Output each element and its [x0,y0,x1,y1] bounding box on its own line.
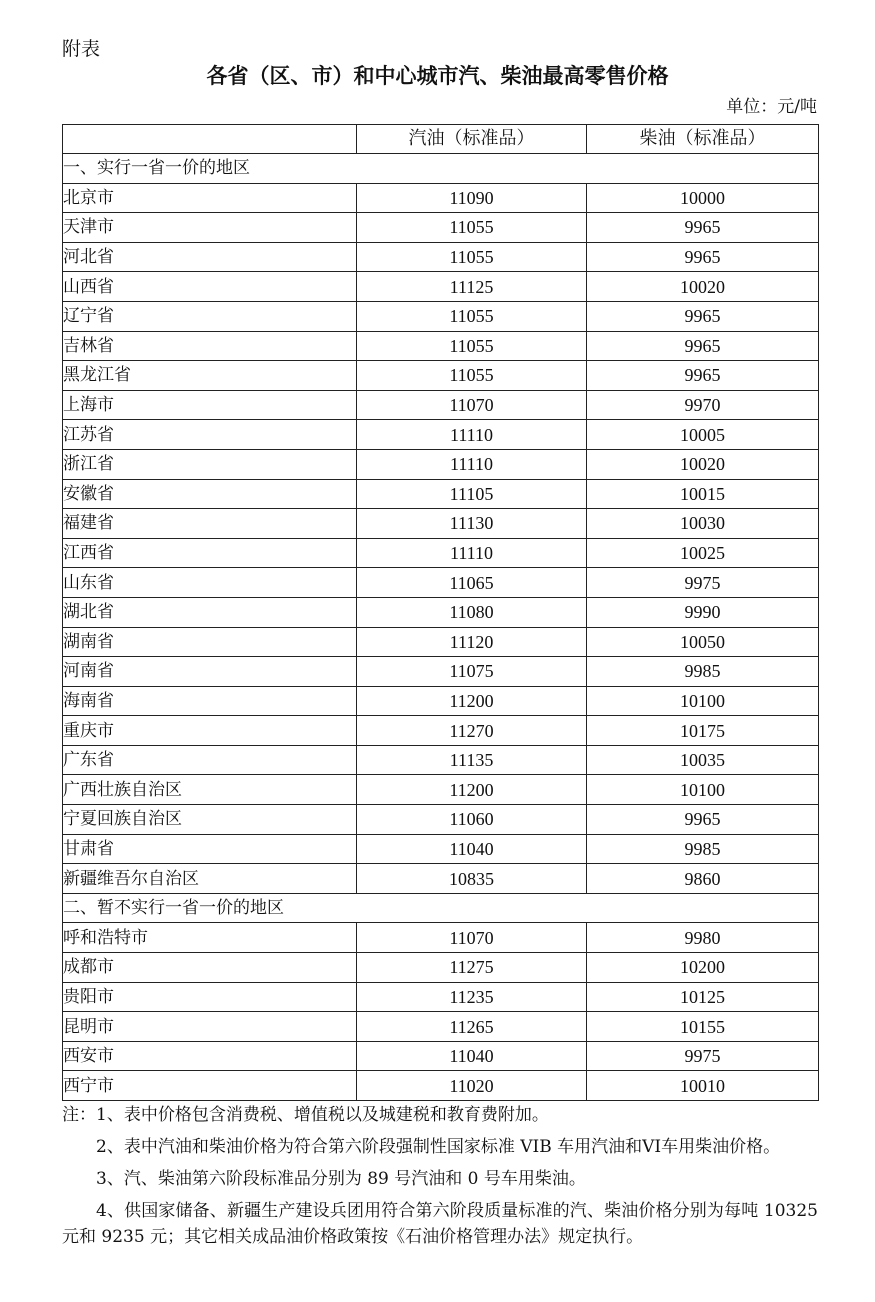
diesel-price-cell: 9965 [587,805,819,835]
table-row [63,449,819,479]
region-name-cell: 山西省 [63,272,357,302]
diesel-price-cell: 9965 [587,242,819,272]
diesel-price-cell: 10100 [587,775,819,805]
notes-section [62,1102,818,1256]
region-name-cell: 江西省 [63,538,357,568]
region-name-cell: 呼和浩特市 [63,923,357,953]
table-row [63,183,819,213]
diesel-price-cell: 10020 [587,449,819,479]
gasoline-price-cell: 11075 [357,657,587,687]
note-1: 注：1、表中价格包含消费税、增值税以及城建税和教育费附加。 [62,1105,549,1125]
table-row [63,982,819,1012]
gasoline-price-cell: 11275 [357,953,587,983]
gasoline-price-cell: 11105 [357,479,587,509]
diesel-price-cell: 10005 [587,420,819,450]
table-row [63,361,819,391]
region-name-cell: 黑龙江省 [63,361,357,391]
gasoline-price-cell: 11135 [357,745,587,775]
table-row [63,1071,819,1101]
region-name-cell: 山东省 [63,568,357,598]
region-name-cell: 江苏省 [63,420,357,450]
gasoline-price-cell: 11130 [357,509,587,539]
table-row [63,242,819,272]
region-name-cell: 甘肃省 [63,834,357,864]
gasoline-price-cell: 11120 [357,627,587,657]
region-name-cell: 成都市 [63,953,357,983]
diesel-price-cell: 10020 [587,272,819,302]
diesel-price-cell: 9975 [587,568,819,598]
diesel-price-cell: 9975 [587,1041,819,1071]
diesel-price-cell: 10030 [587,509,819,539]
gasoline-price-cell: 11270 [357,716,587,746]
table-row [63,538,819,568]
table-row [63,597,819,627]
header-diesel: 柴油（标准品） [587,125,819,154]
diesel-price-cell: 9965 [587,301,819,331]
region-name-cell: 海南省 [63,686,357,716]
diesel-price-cell: 9965 [587,213,819,243]
diesel-price-cell: 10200 [587,953,819,983]
gasoline-price-cell: 10835 [357,864,587,894]
table-row [63,331,819,361]
header-gasoline: 汽油（标准品） [357,125,587,154]
note-3: 3、汽、柴油第六阶段标准品分别为 89 号汽油和 0 号车用柴油。 [96,1169,586,1189]
note-2: 2、表中汽油和柴油价格为符合第六阶段强制性国家标准 VIB 车用汽油和VI车用柴油价格。 [96,1137,781,1157]
gasoline-price-cell: 11090 [357,183,587,213]
table-row [63,272,819,302]
region-name-cell: 北京市 [63,183,357,213]
diesel-price-cell: 9965 [587,361,819,391]
table-row [63,657,819,687]
table-header-row [63,125,819,154]
gasoline-price-cell: 11055 [357,331,587,361]
gasoline-price-cell: 11055 [357,301,587,331]
diesel-price-cell: 10010 [587,1071,819,1101]
gasoline-price-cell: 11065 [357,568,587,598]
section-header-row [63,893,819,923]
gasoline-price-cell: 11070 [357,390,587,420]
gasoline-price-cell: 11110 [357,449,587,479]
gasoline-price-cell: 11020 [357,1071,587,1101]
table-row [63,1012,819,1042]
table-row [63,390,819,420]
gasoline-price-cell: 11070 [357,923,587,953]
region-name-cell: 重庆市 [63,716,357,746]
table-row [63,775,819,805]
table-body [63,154,819,1101]
section-header-row [63,154,819,184]
diesel-price-cell: 10175 [587,716,819,746]
region-name-cell: 吉林省 [63,331,357,361]
region-name-cell: 河南省 [63,657,357,687]
table-row [63,420,819,450]
region-name-cell: 湖北省 [63,597,357,627]
note-4: 4、供国家储备、新疆生产建设兵团用符合第六阶段质量标准的汽、柴油价格分别为每吨 10325 元和 9235 元；其它相关成品油价格政策按《石油价格管理办法》规定执行。 [62,1201,818,1247]
diesel-price-cell: 10100 [587,686,819,716]
diesel-price-cell: 9980 [587,923,819,953]
unit-label: 单位：元/吨 [726,97,817,117]
diesel-price-cell: 10025 [587,538,819,568]
diesel-price-cell: 10050 [587,627,819,657]
diesel-price-cell: 10035 [587,745,819,775]
diesel-price-cell: 9985 [587,834,819,864]
gasoline-price-cell: 11055 [357,242,587,272]
table-row [63,716,819,746]
region-name-cell: 广东省 [63,745,357,775]
table-row [63,1041,819,1071]
region-name-cell: 湖南省 [63,627,357,657]
region-name-cell: 昆明市 [63,1012,357,1042]
region-name-cell: 天津市 [63,213,357,243]
region-name-cell: 新疆维吾尔自治区 [63,864,357,894]
gasoline-price-cell: 11235 [357,982,587,1012]
table-row [63,479,819,509]
page-title: 各省（区、市）和中心城市汽、柴油最高零售价格 [206,64,669,88]
diesel-price-cell: 9985 [587,657,819,687]
diesel-price-cell: 10015 [587,479,819,509]
diesel-price-cell: 9860 [587,864,819,894]
region-name-cell: 广西壮族自治区 [63,775,357,805]
region-name-cell: 河北省 [63,242,357,272]
table-row [63,213,819,243]
gasoline-price-cell: 11265 [357,1012,587,1042]
gasoline-price-cell: 11200 [357,775,587,805]
region-name-cell: 安徽省 [63,479,357,509]
region-name-cell: 宁夏回族自治区 [63,805,357,835]
gasoline-price-cell: 11055 [357,213,587,243]
region-name-cell: 浙江省 [63,449,357,479]
gasoline-price-cell: 11080 [357,597,587,627]
table-row [63,568,819,598]
table-row [63,864,819,894]
gasoline-price-cell: 11110 [357,420,587,450]
table-row [63,923,819,953]
diesel-price-cell: 10155 [587,1012,819,1042]
gasoline-price-cell: 11040 [357,1041,587,1071]
section-label: 二、暂不实行一省一价的地区 [63,893,819,923]
region-name-cell: 上海市 [63,390,357,420]
gasoline-price-cell: 11040 [357,834,587,864]
diesel-price-cell: 9970 [587,390,819,420]
gasoline-price-cell: 11055 [357,361,587,391]
region-name-cell: 辽宁省 [63,301,357,331]
table-row [63,686,819,716]
diesel-price-cell: 10000 [587,183,819,213]
diesel-price-cell: 10125 [587,982,819,1012]
table-row [63,834,819,864]
gasoline-price-cell: 11125 [357,272,587,302]
section-label: 一、实行一省一价的地区 [63,154,819,184]
gasoline-price-cell: 11060 [357,805,587,835]
gasoline-price-cell: 11110 [357,538,587,568]
region-name-cell: 西宁市 [63,1071,357,1101]
gasoline-price-cell: 11200 [357,686,587,716]
header-region [63,125,357,154]
region-name-cell: 西安市 [63,1041,357,1071]
region-name-cell: 贵阳市 [63,982,357,1012]
diesel-price-cell: 9990 [587,597,819,627]
table-row [63,509,819,539]
table-row [63,805,819,835]
price-table [62,124,819,1101]
diesel-price-cell: 9965 [587,331,819,361]
appendix-label: 附表 [62,38,101,60]
table-row [63,953,819,983]
table-row [63,301,819,331]
table-row [63,745,819,775]
region-name-cell: 福建省 [63,509,357,539]
table-row [63,627,819,657]
